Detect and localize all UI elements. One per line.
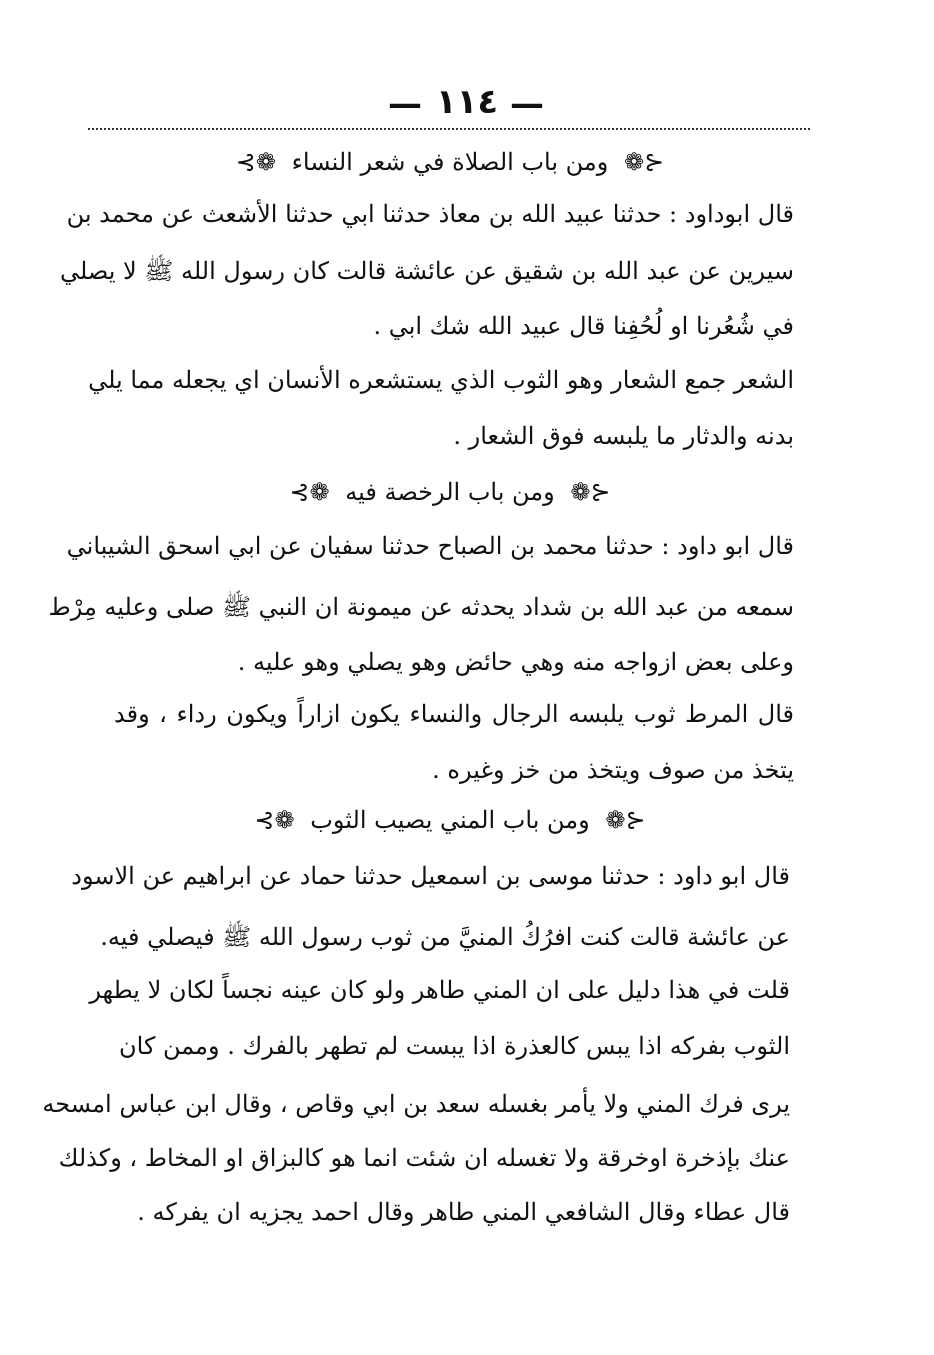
ornament-left-icon: ❁⊱: [289, 478, 330, 506]
section-heading-text: ومن باب الصلاة في شعر النساء: [291, 148, 609, 176]
text-line: الثوب بفركه اذا يبس كالعذرة اذا يبست لم تطهر بالفرك . وممن كان: [119, 1032, 790, 1060]
ornament-left-icon: ❁⊱: [235, 148, 276, 176]
section-heading-text: ومن باب المني يصيب الثوب: [310, 806, 590, 834]
text-line: قال ابو داود : حدثنا محمد بن الصباح حدثنا سفيان عن ابي اسحق الشيباني: [66, 532, 794, 560]
dash-left: —: [388, 83, 425, 124]
text-line: قال ابو داود : حدثنا موسى بن اسمعيل حدثنا حماد عن ابراهيم عن الاسود: [71, 862, 790, 890]
ornament-left-icon: ❁⊱: [254, 806, 295, 834]
page-number-text: ١١٤: [435, 82, 499, 122]
section-heading-text: ومن باب الرخصة فيه: [345, 478, 555, 506]
section-heading-semen-on-garment: [100, 806, 800, 834]
text-line: وعلى بعض ازواجه منه وهي حائض وهو يصلي وهو عليه .: [237, 648, 794, 676]
ornament-right-icon: ⊰❁: [605, 806, 646, 834]
text-line: قال المرط ثوب يلبسه الرجال والنساء يكون ازاراً ويكون رداء ، وقد: [114, 700, 794, 728]
text-line: الشعر جمع الشعار وهو الثوب الذي يستشعره الأنسان اي يجعله مما يلي: [88, 366, 794, 394]
section-heading-permission: [100, 478, 800, 506]
text-line: سيرين عن عبد الله بن شقيق عن عائشة قالت كان رسول الله ﷺ لا يصلي: [59, 257, 794, 285]
text-line: عن عائشة قالت كنت افرُكُ المنيَّ من ثوب رسول الله ﷺ فيصلي فيه.: [100, 923, 790, 951]
text-line: عنك بإذخرة اوخرقة ولا تغسله ان شئت انما هو كالبزاق او المخاط ، وكذلك: [58, 1144, 790, 1172]
dotted-divider: [88, 128, 810, 130]
page-number: [0, 82, 934, 124]
text-line: سمعه من عبد الله بن شداد يحدثه عن ميمونة ان النبي ﷺ صلى وعليه مِرْط: [48, 593, 794, 621]
text-line: بدنه والدثار ما يلبسه فوق الشعار .: [453, 422, 794, 450]
text-line: قال ابوداود : حدثنا عبيد الله بن معاذ حدثنا ابي حدثنا الأشعث عن محمد بن: [66, 200, 794, 228]
text-line: في شُعُرنا او لُحُفِنا قال عبيد الله شك ابي .: [373, 312, 794, 340]
text-line: يتخذ من صوف ويتخذ من خز وغيره .: [432, 756, 794, 784]
text-line: يرى فرك المني ولا يأمر بغسله سعد بن ابي وقاص ، وقال ابن عباس امسحه: [42, 1090, 790, 1118]
text-line: قال عطاء وقال الشافعي المني طاهر وقال احمد يجزيه ان يفركه .: [137, 1198, 790, 1226]
section-heading-prayer-in-womens-garments: [100, 148, 800, 176]
ornament-right-icon: ⊰❁: [624, 148, 665, 176]
ornament-right-icon: ⊰❁: [570, 478, 611, 506]
text-line: قلت في هذا دليل على ان المني طاهر ولو كان عينه نجساً لكان لا يطهر: [89, 976, 790, 1004]
dash-right: —: [509, 83, 546, 124]
